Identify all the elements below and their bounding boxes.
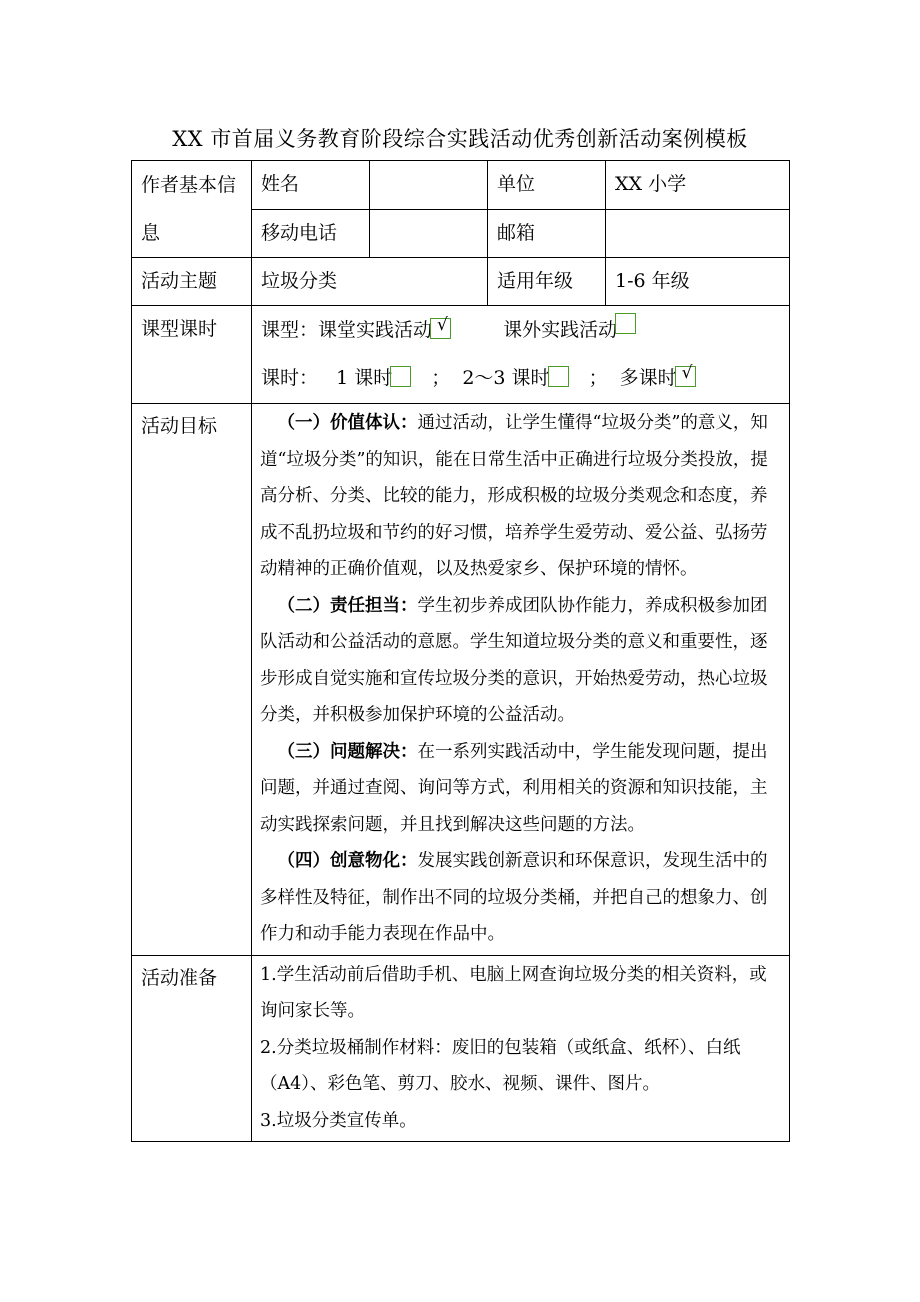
grade-value[interactable]: 1-6 年级 bbox=[606, 258, 790, 306]
prep-label: 活动准备 bbox=[132, 955, 252, 1142]
goal-text: 发展实践创新意识和环保意识，发现生活中的多样性及特征，制作出不同的垃圾分类桶，并把自己的想象力、创作力和动手能力表现在作品中。 bbox=[260, 851, 768, 944]
name-label: 姓名 bbox=[252, 161, 370, 210]
theme-label: 活动主题 bbox=[132, 258, 252, 306]
course-type-line bbox=[261, 306, 789, 354]
phone-value[interactable] bbox=[370, 209, 488, 258]
phone-label: 移动电话 bbox=[252, 209, 370, 258]
goal-item bbox=[260, 843, 783, 955]
separator: ； bbox=[588, 367, 608, 389]
unit-label: 单位 bbox=[488, 161, 606, 210]
hours-option-two-three: 2～3 课时 bbox=[462, 367, 550, 389]
name-value[interactable] bbox=[370, 161, 488, 210]
course-hours-label: 课时： bbox=[261, 367, 319, 389]
goal-heading: （一）价值体认： bbox=[277, 413, 418, 433]
course-label: 课型课时 bbox=[132, 306, 252, 404]
goals-label: 活动目标 bbox=[132, 404, 252, 956]
course-type-option-outdoor: 课外实践活动 bbox=[503, 319, 618, 341]
prep-content bbox=[252, 955, 790, 1142]
course-type-label: 课型： bbox=[261, 319, 319, 341]
course-type-option-classroom: 课堂实践活动 bbox=[318, 319, 433, 341]
hours-option-one: 1 课时 bbox=[336, 367, 393, 389]
checkbox-hours-two-three[interactable] bbox=[548, 366, 569, 387]
checkbox-hours-multi[interactable] bbox=[675, 363, 696, 387]
checkbox-classroom[interactable] bbox=[430, 315, 451, 339]
goal-item bbox=[260, 734, 783, 844]
goal-heading: （四）创意物化： bbox=[277, 851, 418, 871]
separator: ； bbox=[431, 367, 451, 389]
checkbox-outdoor[interactable] bbox=[615, 313, 636, 334]
checkbox-hours-one[interactable] bbox=[390, 366, 411, 387]
check-mark-icon: √ bbox=[437, 315, 448, 335]
page-title: XX 市首届义务教育阶段综合实践活动优秀创新活动案例模板 bbox=[172, 127, 748, 151]
prep-item: 1.学生活动前后借助手机、电脑上网查询垃圾分类的相关资料，或询问家长等。 bbox=[260, 964, 767, 1021]
goal-item bbox=[260, 404, 783, 588]
grade-label: 适用年级 bbox=[488, 258, 606, 306]
hours-option-multi: 多课时 bbox=[619, 367, 677, 389]
author-info-label: 作者基本信息 bbox=[132, 161, 252, 258]
goal-heading: （三）问题解决： bbox=[277, 741, 418, 762]
check-mark-icon: √ bbox=[681, 363, 693, 383]
unit-value[interactable]: XX 小学 bbox=[606, 161, 790, 210]
goals-content bbox=[252, 404, 790, 956]
email-label: 邮箱 bbox=[488, 209, 606, 258]
prep-item: 3.垃圾分类宣传单。 bbox=[260, 1110, 417, 1131]
course-hours-line bbox=[261, 354, 789, 402]
theme-value[interactable]: 垃圾分类 bbox=[252, 258, 488, 306]
goal-text: 学生初步养成团队协作能力，养成积极参加团队活动和公益活动的意愿。学生知道垃圾分类的意义和重要性，逐步形成自觉实施和宣传垃圾分类的意识，开始热爱劳动，热心垃圾分类，并积极参加保护环境的公益活动。 bbox=[260, 595, 768, 725]
goal-item bbox=[260, 588, 783, 734]
course-cell bbox=[252, 306, 790, 404]
email-value[interactable] bbox=[606, 209, 790, 258]
goal-heading: （二）责任担当： bbox=[277, 595, 418, 616]
goal-text: 通过活动，让学生懂得“垃圾分类”的意义，知道“垃圾分类”的知识，能在日常生活中正确进行垃圾分类投放，提高分析、分类、比较的能力，形成积极的垃圾分类观念和态度，养成不乱扔垃圾和节约的好习惯，培养学生爱劳动、爱公益、弘扬劳动精神的正确价值观，以及热爱家乡、保护环境的情怀。 bbox=[260, 413, 768, 579]
goal-text: 在一系列实践活动中，学生能发现问题，提出问题，并通过查阅、询问等方式，利用相关的资源和知识技能，主动实践探索问题，并且找到解决这些问题的方法。 bbox=[260, 741, 768, 835]
prep-item: 2.分类垃圾桶制作材料：废旧的包装箱（或纸盒、纸杯）、白纸（A4）、彩色笔、剪刀、胶水、视频、课件、图片。 bbox=[260, 1037, 741, 1094]
case-form-table bbox=[131, 160, 790, 1142]
